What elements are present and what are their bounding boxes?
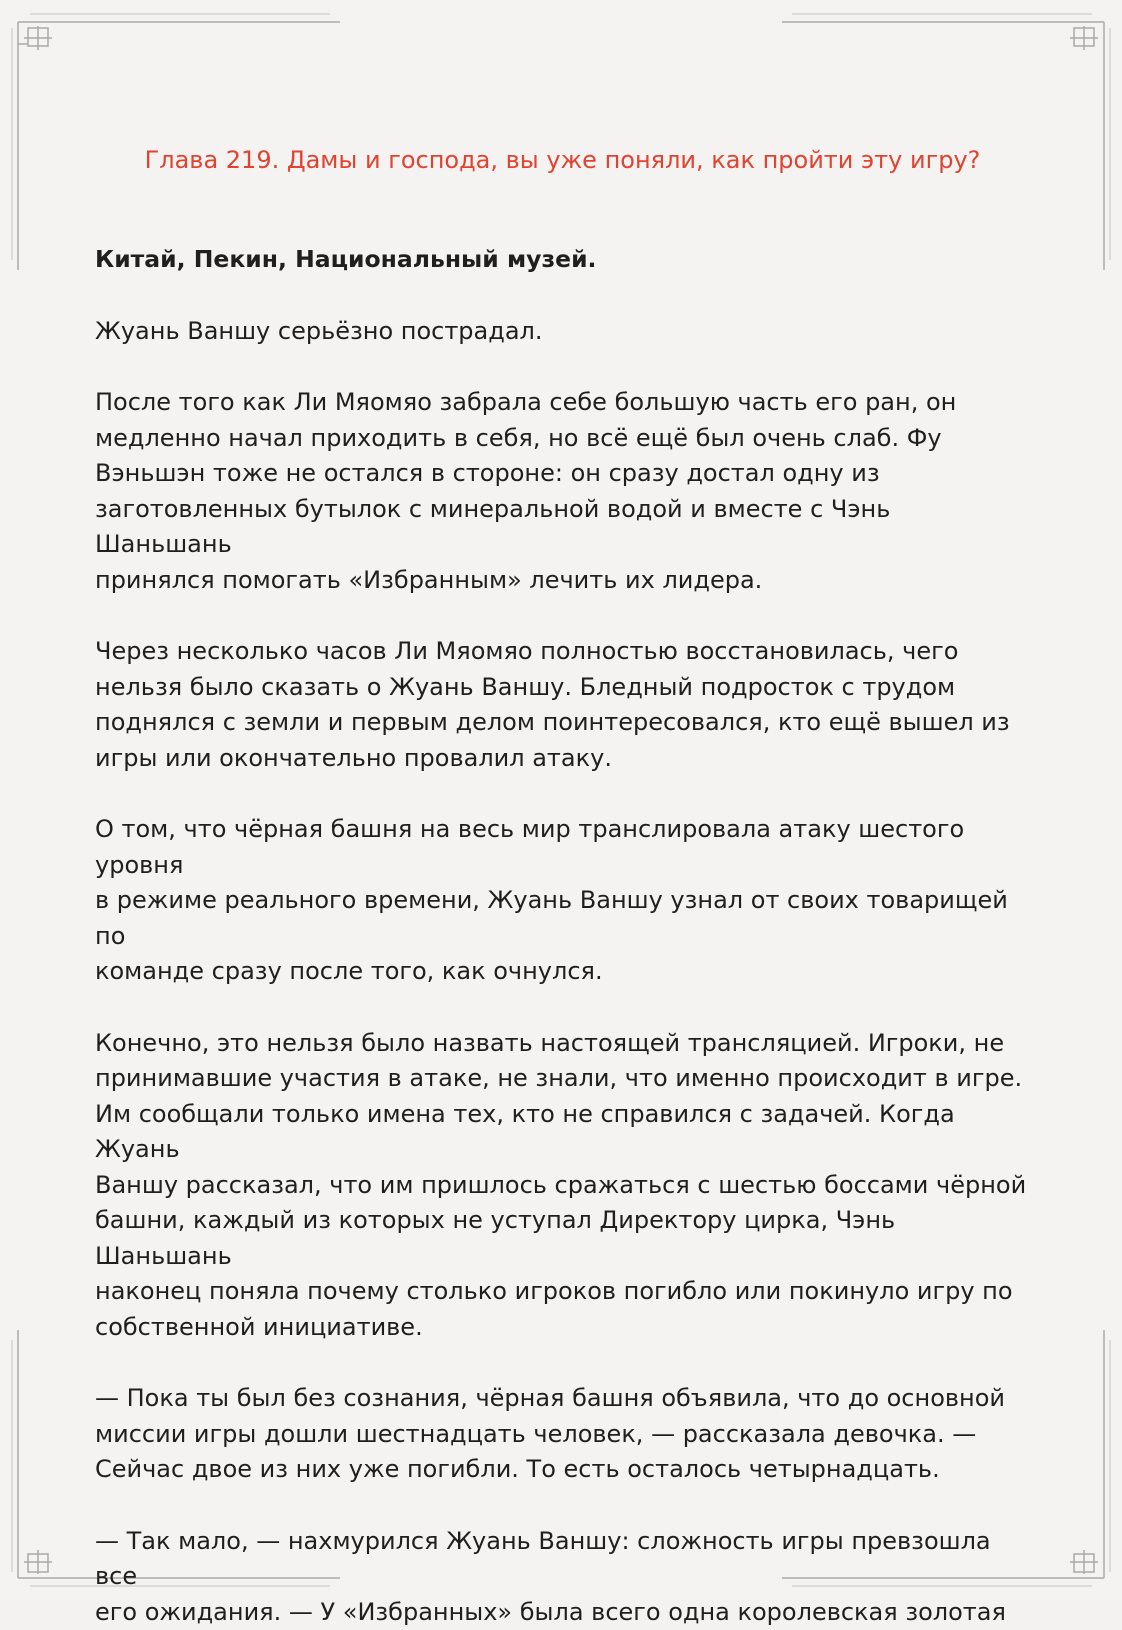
paragraph-4: О том, что чёрная башня на весь мир транслировала атаку шестого уровня в режиме реального времени, Жуань Ваншу узнал от своих товарищей по команде сразу после того, как очнулся. — [95, 812, 1030, 990]
paragraph-7: — Так мало, — нахмурился Жуань Ваншу: сложность игры превзошла все его ожидания. — У «Избранных» была всего одна королевская золотая — [95, 1524, 1030, 1630]
chapter-title: Глава 219. Дамы и господа, вы уже поняли, как пройти эту игру? — [95, 144, 1030, 176]
paragraph-5: Конечно, это нельзя было назвать настоящей трансляцией. Игроки, не принимавшие участия в атаке, не знали, что именно происходит в игре. Им сообщали только имена тех, кто не справился с задачей. Когда Жуань Ваншу рассказал, что им пришлось сражаться с шестью боссами чёрной башни, каждый из которых не уступал Директору цирка, Чэнь Шаньшань наконец поняла почему столько игроков погибло или покинуло игру по собственной инициативе. — [95, 1026, 1030, 1346]
location-heading: Китай, Пекин, Национальный музей. — [95, 242, 1030, 278]
paragraph-1: Жуань Ваншу серьёзно пострадал. — [95, 314, 1030, 350]
paragraph-2: После того как Ли Мяомяо забрала себе большую часть его ран, он медленно начал приходить в себя, но всё ещё был очень слаб. Фу Вэньшэн тоже не остался в стороне: он сразу достал одну из заготовленных бутылок с минеральной водой и вместе с Чэнь Шаньшань принялся помогать «Избранным» лечить их лидера. — [95, 385, 1030, 598]
text-body — [95, 138, 1030, 1630]
paragraph-6: — Пока ты был без сознания, чёрная башня объявила, что до основной миссии игры дошли шестнадцать человек, — рассказала девочка. — Сейчас двое из них уже погибли. То есть осталось четырнадцать. — [95, 1381, 1030, 1488]
paragraph-3: Через несколько часов Ли Мяомяо полностью восстановилась, чего нельзя было сказать о Жуань Ваншу. Бледный подросток с трудом поднялся с земли и первым делом поинтересовался, кто ещё вышел из игры или окончательно провалил атаку. — [95, 634, 1030, 776]
